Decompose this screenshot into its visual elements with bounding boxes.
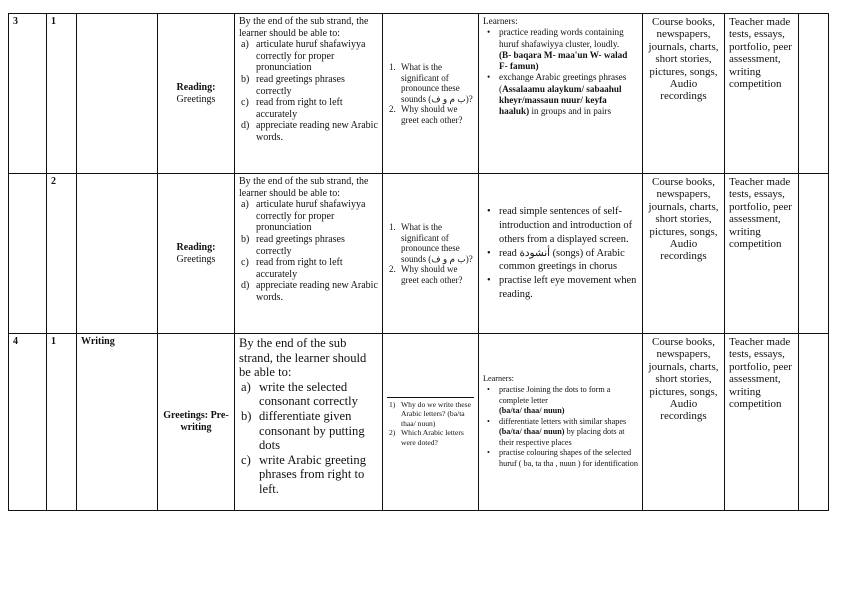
divider bbox=[387, 397, 474, 398]
outcomes-intro: By the end of the sub strand, the learner should be able to: bbox=[239, 176, 369, 199]
outcome-item: b) differentiate given consonant by putting dots bbox=[241, 408, 365, 453]
inquiry-questions-cell bbox=[383, 334, 479, 511]
outcome-item: a) articulate huruf shafawiyya correctly for proper pronunciation bbox=[241, 199, 366, 234]
remarks-cell bbox=[799, 14, 829, 174]
lesson-cell: 1 bbox=[47, 334, 77, 511]
outcome-item: c) write Arabic greeting phrases from right to left. bbox=[241, 452, 367, 496]
inquiry-questions-cell bbox=[383, 174, 479, 334]
lesson-cell: 1 bbox=[47, 14, 77, 174]
experience-item: • read أنشودة (songs) of Arabic common greetings in chorus bbox=[487, 247, 625, 273]
substrand-title: Reading: bbox=[176, 241, 216, 253]
outcome-item: a) articulate huruf shafawiyya correctly for proper pronunciation bbox=[241, 39, 366, 74]
substrand-name: Greetings bbox=[176, 253, 216, 265]
table-row bbox=[9, 14, 829, 174]
experience-item: • differentiate letters with similar shapes (ba/ta/ thaa/ nuun) by placing dots at their respective places bbox=[487, 416, 627, 447]
experiences-intro: Learners: bbox=[483, 16, 518, 26]
resources-cell: Course books, newspapers, journals, charts, short stories, pictures, songs, Audio recordings bbox=[643, 334, 725, 511]
outcome-item: c) read from right to left accurately bbox=[241, 97, 343, 120]
table-row bbox=[9, 334, 829, 511]
learning-outcomes-cell bbox=[235, 174, 383, 334]
remarks-cell bbox=[799, 334, 829, 511]
scheme-of-work-table bbox=[8, 13, 829, 511]
strand-cell: Writing bbox=[77, 334, 158, 511]
substrand-name: Greetings bbox=[176, 93, 216, 105]
resources-cell: Course books, newspapers, journals, charts, short stories, pictures, songs, Audio recordings bbox=[643, 14, 725, 174]
experience-item: • practise Joining the dots to form a complete letter (ba/ta/ thaa/ nuun) bbox=[487, 384, 611, 416]
question-item: 1. What is the significant of pronounce these sounds (ب م و ف)? bbox=[389, 222, 473, 264]
outcome-item: c) read from right to left accurately bbox=[241, 257, 343, 280]
learning-outcomes-cell bbox=[235, 14, 383, 174]
outcomes-intro: By the end of the sub strand, the learner should be able to: bbox=[239, 16, 369, 39]
outcome-item: b) read greetings phrases correctly bbox=[241, 233, 345, 257]
experiences-intro: Learners: bbox=[483, 374, 514, 384]
lesson-cell: 2 bbox=[47, 174, 77, 334]
substrand-title: Reading: bbox=[176, 81, 216, 93]
strand-cell bbox=[77, 174, 158, 334]
substrand-cell bbox=[158, 14, 235, 174]
outcome-item: d) appreciate reading new Arabic words. bbox=[241, 120, 378, 143]
question-item: 1. What is the significant of pronounce these sounds (ب م و ف)? bbox=[389, 62, 473, 104]
question-item: 2. Why should we greet each other? bbox=[389, 104, 463, 125]
strand-cell bbox=[77, 14, 158, 174]
experience-item: • practise left eye movement when reading. bbox=[487, 275, 637, 300]
assessment-cell: Teacher made tests, essays, portfolio, peer assessment, writing competition bbox=[725, 174, 799, 334]
learning-experiences-cell bbox=[479, 334, 643, 511]
experience-item: • practice reading words containing huruf shafawiyya cluster, loudly. (B- baqara M- maa'un W- walad F- famun) bbox=[487, 27, 628, 72]
outcome-item: b) read greetings phrases correctly bbox=[241, 73, 345, 97]
table-row bbox=[9, 174, 829, 334]
resources-cell: Course books, newspapers, journals, charts, short stories, pictures, songs, Audio recordings bbox=[643, 174, 725, 334]
inquiry-questions-cell bbox=[383, 14, 479, 174]
week-cell: 3 bbox=[9, 14, 47, 174]
question-item: 2. Why should we greet each other? bbox=[389, 264, 463, 285]
experience-item: • practise colouring shapes of the selected huruf ( ba, ta tha , nuun ) for identification bbox=[487, 448, 638, 469]
assessment-cell: Teacher made tests, essays, portfolio, peer assessment, writing competition bbox=[725, 14, 799, 174]
outcome-item: a) write the selected consonant correctly bbox=[241, 379, 358, 409]
learning-experiences-cell bbox=[479, 174, 643, 334]
outcome-item: d) appreciate reading new Arabic words. bbox=[241, 280, 378, 303]
remarks-cell bbox=[799, 174, 829, 334]
week-cell bbox=[9, 174, 47, 334]
question-item: 1) Why do we write these Arabic letters? (ba/ta thaa/ nuun) bbox=[389, 399, 472, 428]
learning-experiences-cell bbox=[479, 14, 643, 174]
substrand-cell bbox=[158, 174, 235, 334]
assessment-cell: Teacher made tests, essays, portfolio, peer assessment, writing competition bbox=[725, 334, 799, 511]
learning-outcomes-cell bbox=[235, 334, 383, 511]
question-item: 2) Which Arabic letters were doted? bbox=[389, 428, 464, 447]
substrand-title: Greetings: Pre-writing bbox=[163, 410, 229, 433]
experience-item: • exchange Arabic greetings phrases (Assalaamu alaykum/ sabaahul kheyr/massaun nuur/ keyfa haaluk) in groups and in pairs bbox=[487, 72, 627, 117]
experience-item: • read simple sentences of self-introduction and introduction of others from a displayed screen. bbox=[487, 206, 633, 245]
substrand-cell bbox=[158, 334, 235, 511]
week-cell: 4 bbox=[9, 334, 47, 511]
outcomes-intro: By the end of the sub strand, the learner should be able to: bbox=[239, 336, 367, 380]
